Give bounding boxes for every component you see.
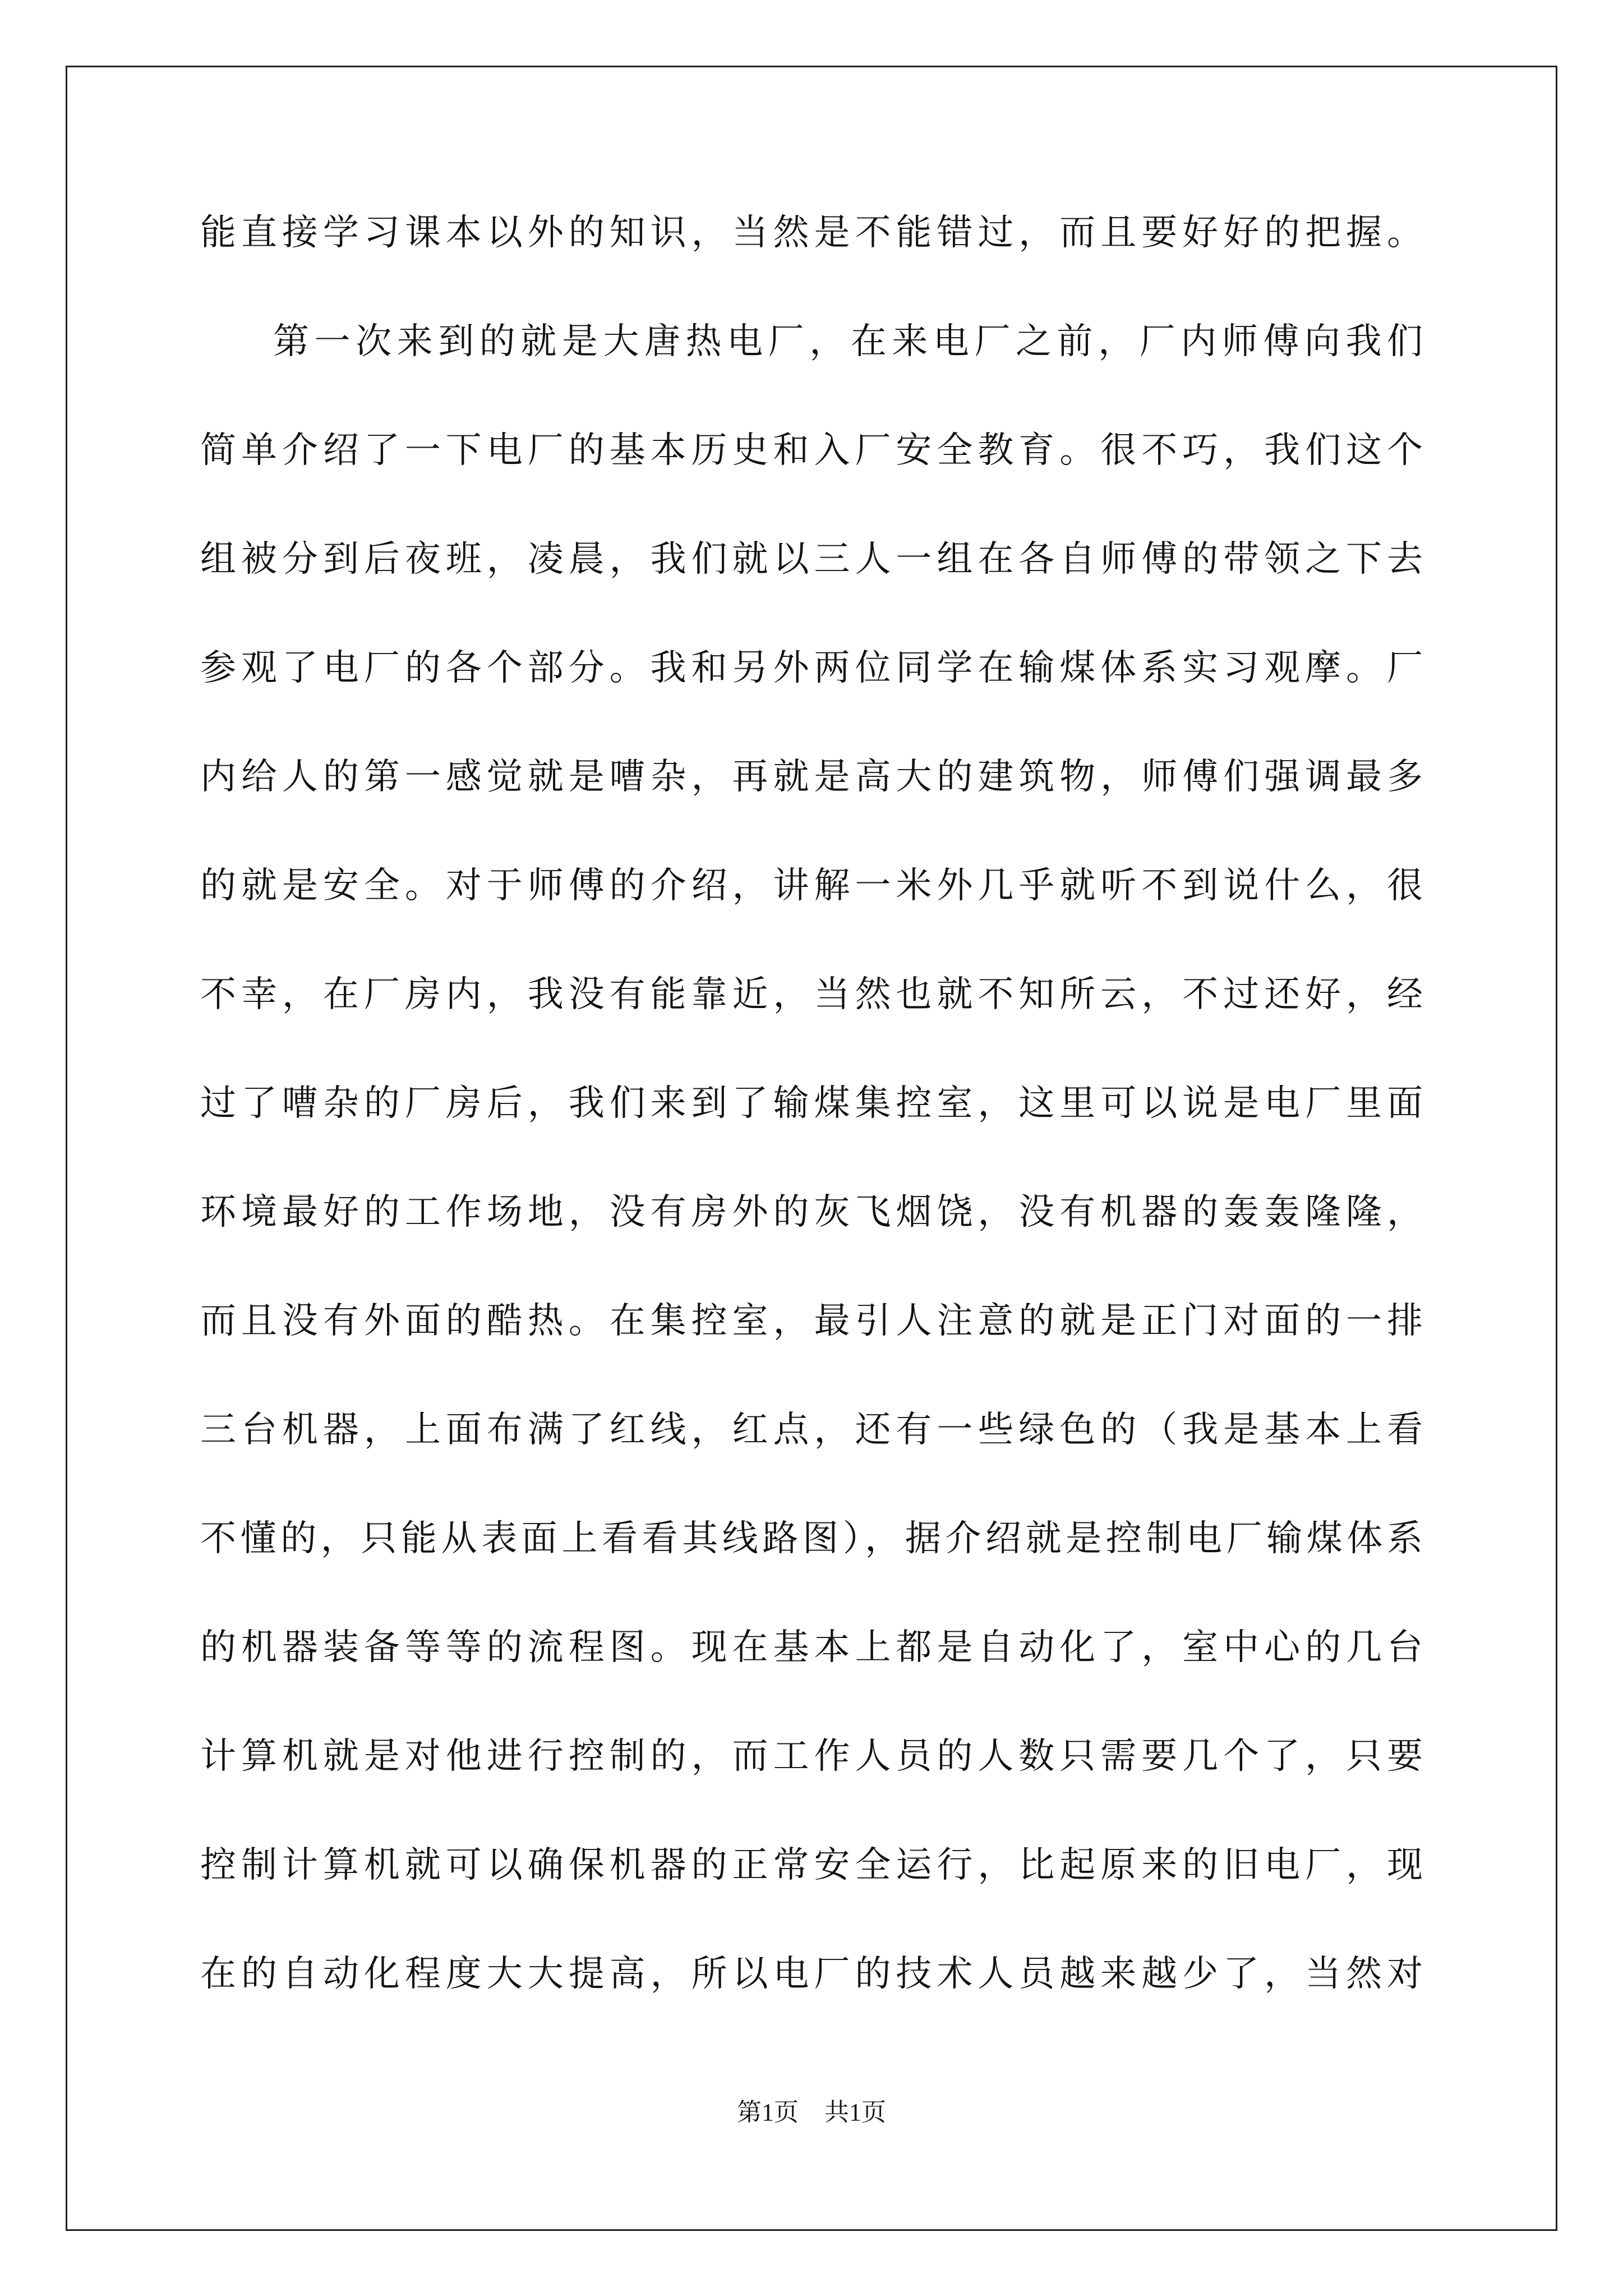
text-line: 不懂的，只能从表面上看看其线路图），据介绍就是控制电厂输煤体系 — [200, 1518, 1423, 1559]
page-footer — [0, 2097, 1623, 2128]
text-line: 不幸，在厂房内，我没有能靠近，当然也就不知所云，不过还好，经 — [200, 974, 1423, 1015]
text-line: 控制计算机就可以确保机器的正常安全运行，比起原来的旧电厂，现 — [200, 1844, 1423, 1886]
text-line: 第一次来到的就是大唐热电厂，在来电厂之前，厂内师傅向我们 — [273, 321, 1423, 362]
text-line: 组被分到后夜班，凌晨，我们就以三人一组在各自师傅的带领之下去 — [200, 539, 1423, 580]
page-total: 共1页 — [824, 2099, 886, 2126]
page-number: 第1页 — [737, 2099, 799, 2126]
text-line: 的机器装备等等的流程图。现在基本上都是自动化了，室中心的几台 — [200, 1627, 1423, 1668]
text-line: 的就是安全。对于师傅的介绍，讲解一米外几乎就听不到说什么，很 — [200, 865, 1423, 907]
text-line: 三台机器，上面布满了红线，红点，还有一些绿色的（我是基本上看 — [200, 1409, 1423, 1451]
text-line: 能直接学习课本以外的知识，当然是不能错过，而且要好好的把握。 — [200, 212, 1423, 254]
text-line: 简单介绍了一下电厂的基本历史和入厂安全教育。很不巧，我们这个 — [200, 430, 1423, 471]
text-line: 而且没有外面的酷热。在集控室，最引人注意的就是正门对面的一排 — [200, 1300, 1423, 1342]
text-line: 计算机就是对他进行控制的，而工作人员的人数只需要几个了，只要 — [200, 1736, 1423, 1777]
text-line: 在的自动化程度大大提高，所以电厂的技术人员越来越少了，当然对 — [200, 1953, 1423, 1995]
document-body — [200, 210, 1423, 2060]
text-line: 参观了电厂的各个部分。我和另外两位同学在输煤体系实习观摩。厂 — [200, 647, 1423, 689]
text-line: 过了嘈杂的厂房后，我们来到了输煤集控室，这里可以说是电厂里面 — [200, 1083, 1423, 1124]
text-line: 内给人的第一感觉就是嘈杂，再就是高大的建筑物，师傅们强调最多 — [200, 756, 1423, 798]
text-line: 环境最好的工作场地，没有房外的灰飞烟饶，没有机器的轰轰隆隆， — [200, 1191, 1423, 1233]
